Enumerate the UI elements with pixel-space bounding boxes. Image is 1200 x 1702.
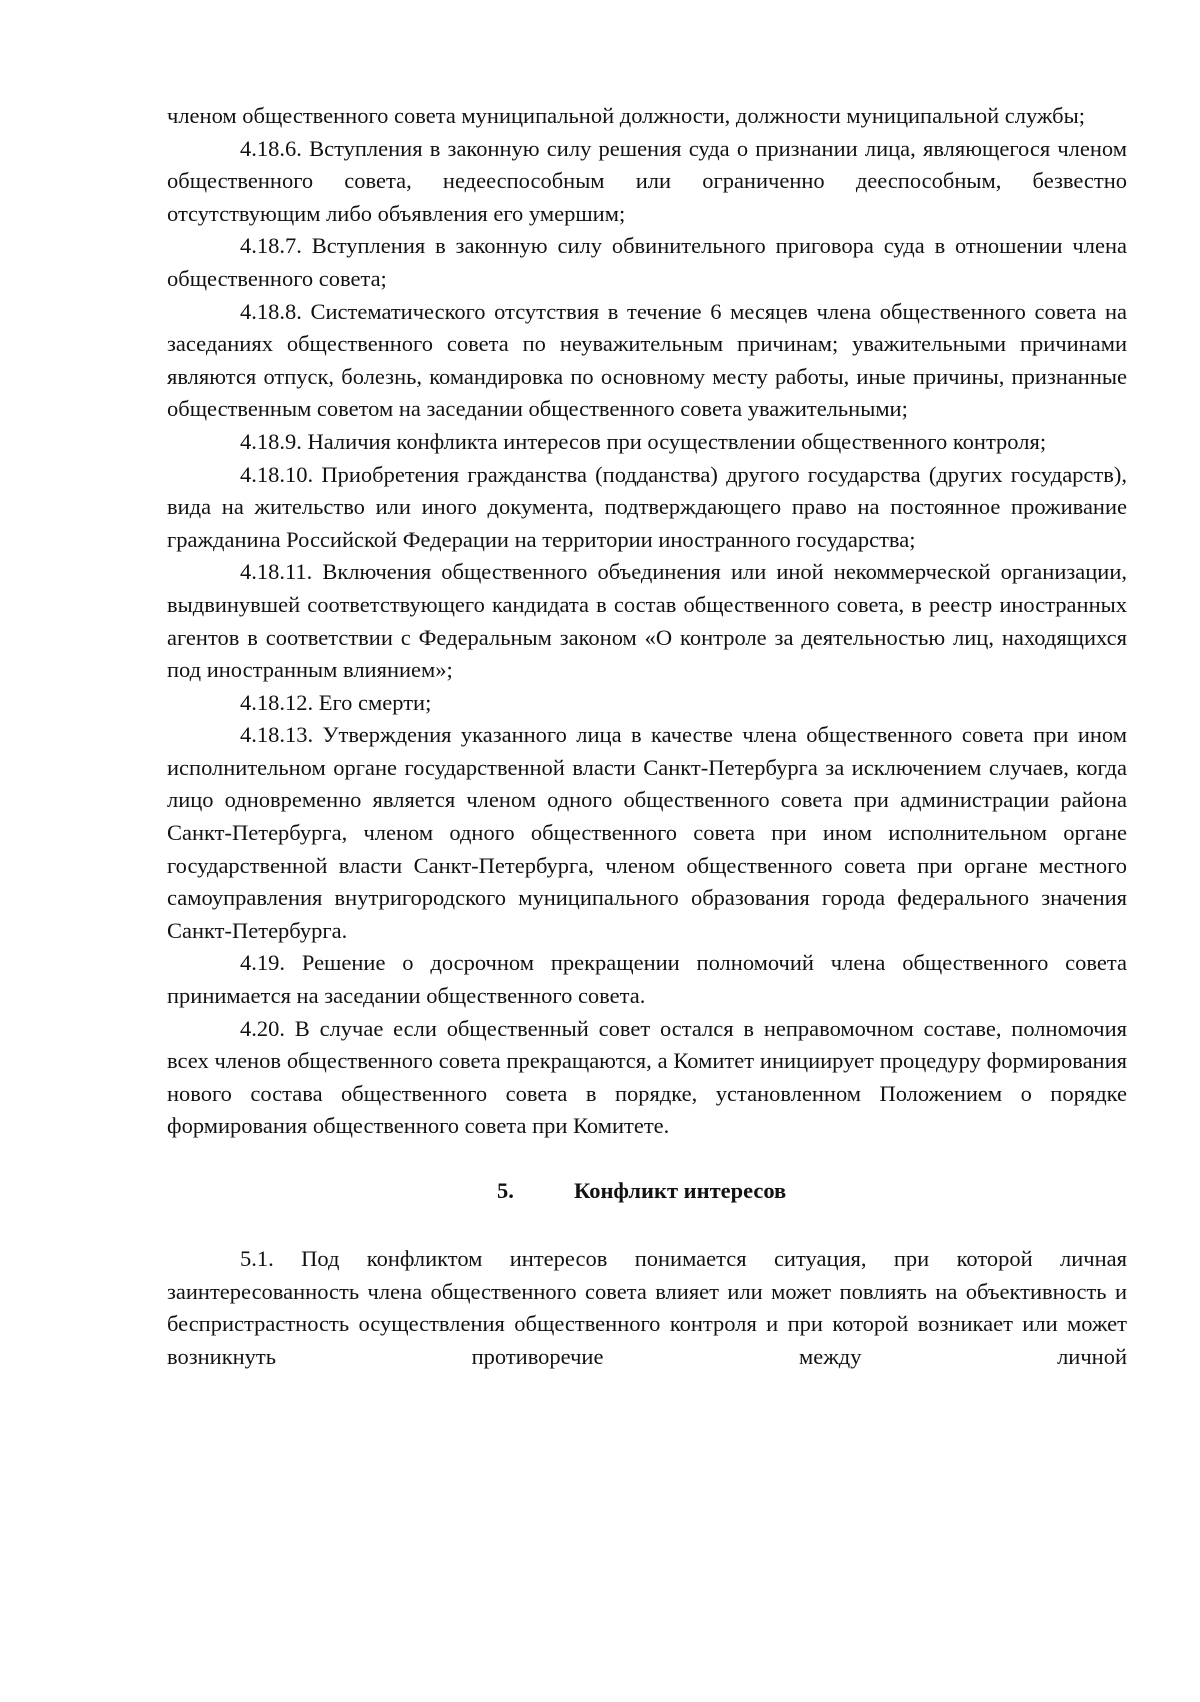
paragraph-4-18-8: 4.18.8. Систематического отсутствия в течение 6 месяцев члена общественного совета на заседаниях общественного совета по неуважительным причинам; уважительными причинами являются отпуск, болезнь, командировка по основному месту работы, иные причины, признанные общественным советом на заседании общественного совета уважительными; xyxy=(167,298,1127,422)
document-body xyxy=(167,100,1127,1373)
section-heading xyxy=(167,1175,1127,1209)
paragraph-4-19: 4.19. Решение о досрочном прекращении полномочий члена общественного совета принимается на заседании общественного совета. xyxy=(167,950,1127,1009)
paragraph-4-18-13: 4.18.13. Утверждения указанного лица в качестве члена общественного совета при ином исполнительном органе государственной власти Санкт-Петербурга за исключением случаев, когда лицо одновременно является членом одного общественного совета при администрации района Санкт-Петербурга, членом одного общественного совета при ином исполнительном органе государственной власти Санкт-Петербурга, членом общественного совета при органе местного самоуправления внутригородского муниципального образования города федерального значения Санкт-Петербурга. xyxy=(167,722,1127,943)
paragraph-continuation: членом общественного совета муниципальной должности, должности муниципальной службы; xyxy=(167,103,1085,128)
section-number: 5. xyxy=(497,1178,514,1203)
paragraph-4-18-6: 4.18.6. Вступления в законную силу решения суда о признании лица, являющегося членом общественного совета, недееспособным или ограниченно дееспособным, безвестно отсутствующим либо объявления его умершим; xyxy=(167,135,1127,226)
section-title: Конфликт интересов xyxy=(574,1178,787,1203)
paragraph-4-18-10: 4.18.10. Приобретения гражданства (подданства) другого государства (других государств), вида на жительство или иного документа, подтверждающего право на постоянное проживание гражданина Российской Федерации на территории иностранного государства; xyxy=(167,461,1127,552)
paragraph-4-18-11: 4.18.11. Включения общественного объединения или иной некоммерческой организации, выдвинувшей соответствующего кандидата в состав общественного совета, в реестр иностранных агентов в соответствии с Федеральным законом «О контроле за деятельностью лиц, находящихся под иностранным влиянием»; xyxy=(167,559,1127,683)
paragraph-4-18-7: 4.18.7. Вступления в законную силу обвинительного приговора суда в отношении члена общественного совета; xyxy=(167,233,1127,291)
paragraph-4-18-12: 4.18.12. Его смерти; xyxy=(240,689,432,715)
paragraph-5-1: 5.1. Под конфликтом интересов понимается ситуация, при которой личная заинтересованность члена общественного совета влияет или может повлиять на объективность и беспристрастность осуществления общественного контроля и при которой возникает или может возникнуть противоречие между личной xyxy=(167,1246,1127,1369)
paragraph-4-18-9: 4.18.9. Наличия конфликта интересов при осуществлении общественного контроля; xyxy=(240,428,1047,454)
paragraph-4-20: 4.20. В случае если общественный совет остался в неправомочном составе, полномочия всех членов общественного совета прекращаются, а Комитет инициирует процедуру формирования нового состава общественного совета в порядке, установленном Положением о порядке формирования общественного совета при Комитете. xyxy=(167,1015,1127,1139)
